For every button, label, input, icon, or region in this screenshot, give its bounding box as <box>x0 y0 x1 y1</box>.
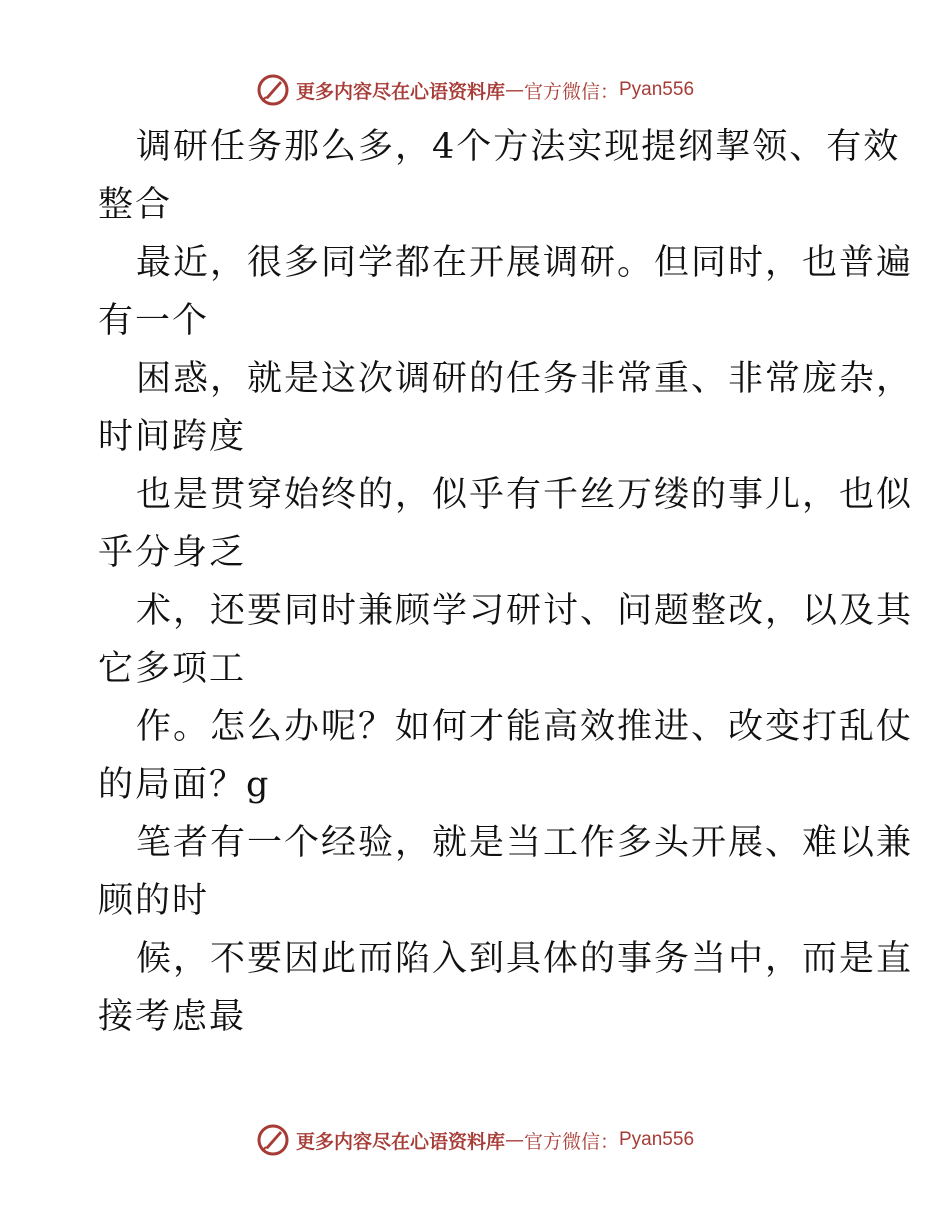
text-line: 有一个 <box>98 301 210 341</box>
quill-circle-icon <box>256 73 290 107</box>
document-body <box>98 118 914 1046</box>
text-line: 时间跨度 <box>98 417 247 457</box>
watermark-text: 更多内容尽在心语资料库 <box>295 80 505 103</box>
body-paragraph <box>98 118 914 1046</box>
text-line: 候，不要因此而陷入到具体的事务当中，而是直 <box>136 939 914 979</box>
footer-watermark <box>0 1120 950 1160</box>
text-line: 乎分身乏 <box>98 533 247 573</box>
text-line: 顾的时 <box>98 881 210 921</box>
text-line: 接考虑最 <box>98 997 247 1037</box>
watermark-wechat-label: 官方微信： <box>523 80 619 103</box>
watermark-wechat-id: Pyan556 <box>619 1129 695 1150</box>
text-line: 调研任务那么多，4个方法实现提纲挈领、有效 <box>136 127 901 167</box>
header-watermark <box>0 70 950 110</box>
watermark-dash: — <box>504 1129 524 1151</box>
text-line: 它多项工 <box>98 649 247 689</box>
watermark-dash: — <box>504 79 524 101</box>
text-line: 的局面？g <box>98 765 271 805</box>
text-line: 笔者有一个经验，就是当工作多头开展、难以兼 <box>136 823 914 863</box>
text-line: 最近，很多同学都在开展调研。但同时，也普遍 <box>136 243 914 283</box>
text-line: 术，还要同时兼顾学习研讨、问题整改，以及其 <box>136 591 914 631</box>
watermark-text: 更多内容尽在心语资料库 <box>295 1130 505 1153</box>
quill-circle-icon <box>256 1123 290 1157</box>
text-line: 作。怎么办呢？如何才能高效推进、改变打乱仗 <box>136 707 914 747</box>
text-line: 也是贯穿始终的，似乎有千丝万缕的事儿，也似 <box>136 475 914 515</box>
watermark-wechat-label: 官方微信： <box>523 1130 619 1153</box>
text-line: 困惑，就是这次调研的任务非常重、非常庞杂， <box>136 359 914 399</box>
watermark-wechat-id: Pyan556 <box>619 79 695 100</box>
text-line: 整合 <box>98 185 173 225</box>
